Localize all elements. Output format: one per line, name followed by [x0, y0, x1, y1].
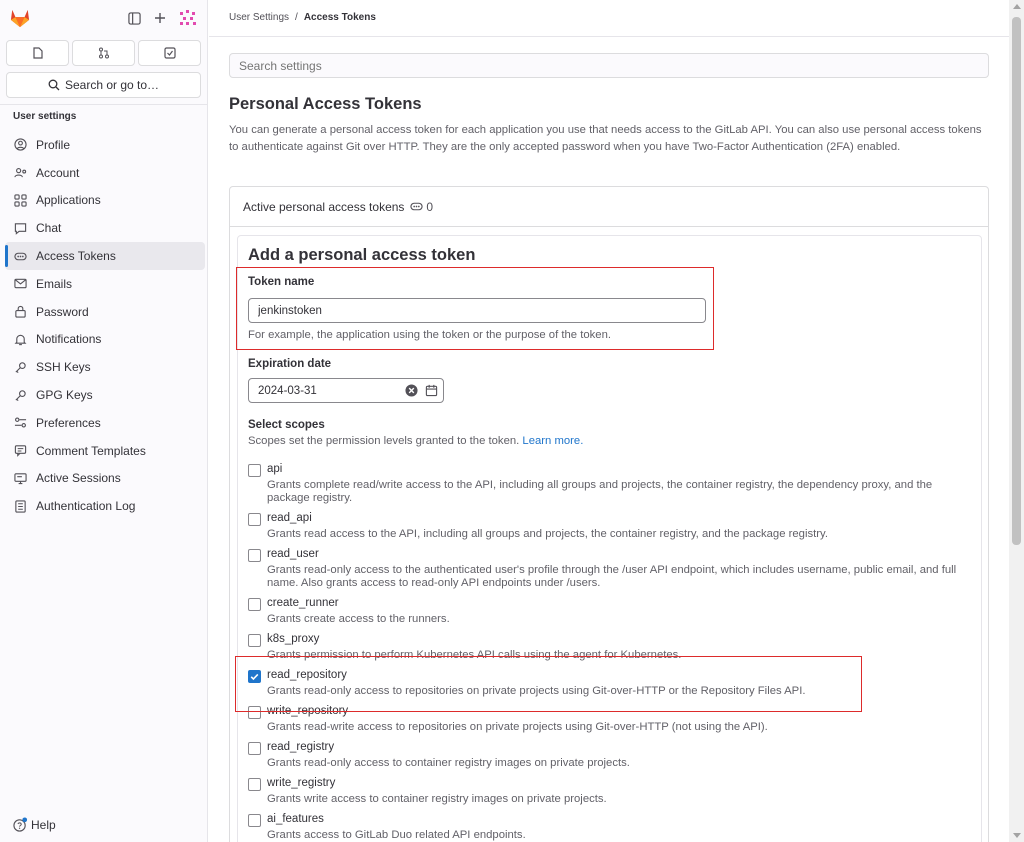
sidebar-item-comment-templates[interactable] — [5, 437, 205, 465]
profile-icon — [13, 138, 27, 152]
merge-requests-button[interactable] — [72, 40, 135, 66]
token-name-label: Token name — [248, 276, 315, 288]
scope-description: Grants read-only access to repositories on private projects using Git-over-HTTP or the Repository Files API. — [267, 685, 806, 697]
scope-description: Grants permission to perform Kubernetes API calls using the agent for Kubernetes. — [267, 649, 682, 661]
plus-icon[interactable] — [151, 9, 169, 27]
sidebar-item-chat[interactable] — [5, 214, 205, 242]
scope-description: Grants create access to the runners. — [267, 613, 450, 625]
scope-checkbox-checked[interactable] — [248, 670, 261, 683]
sidebar-item-password[interactable] — [5, 298, 205, 326]
active-tokens-count-badge — [410, 200, 433, 214]
sidebar-item-label: Profile — [36, 137, 71, 152]
settings-search-input[interactable] — [229, 53, 989, 78]
scope-checkbox[interactable] — [248, 464, 261, 477]
scope-description: Grants write access to container registry images on private projects. — [267, 793, 607, 805]
mail-icon — [13, 277, 27, 291]
add-token-title: Add a personal access token — [248, 246, 476, 264]
scope-description: Grants complete read/write access to the API, including all groups and projects, the container registry, the dependency proxy, and the package registry. — [267, 479, 933, 504]
sidebar-item-gpg-keys[interactable] — [5, 381, 205, 409]
monitor-icon — [13, 471, 27, 485]
applications-icon — [13, 193, 27, 207]
scope-description: Grants access to GitLab Duo related API endpoints. — [267, 829, 526, 841]
select-scopes-label: Select scopes — [248, 419, 325, 431]
breadcrumb — [229, 12, 376, 23]
sidebar-item-account[interactable] — [5, 159, 205, 187]
sidebar-item-label: Comment Templates — [36, 443, 146, 458]
check-icon — [249, 671, 260, 682]
sidebar-item-label: Active Sessions — [36, 471, 121, 486]
chat-icon — [13, 221, 27, 235]
log-icon — [13, 499, 27, 513]
breadcrumb-access-tokens[interactable]: Access Tokens — [303, 12, 376, 23]
search-icon — [48, 79, 60, 91]
gitlab-logo-icon[interactable] — [9, 8, 31, 28]
sidebar-item-applications[interactable] — [5, 187, 205, 215]
scope-checkbox[interactable] — [248, 598, 261, 611]
sidebar-item-label: GPG Keys — [36, 388, 93, 403]
sidebar-item-label: SSH Keys — [36, 360, 91, 375]
scope-name: k8s_proxy — [267, 633, 320, 645]
scope-name: create_runner — [267, 597, 339, 609]
sidebar-item-label: Notifications — [36, 332, 102, 347]
scope-checkbox[interactable] — [248, 814, 261, 827]
header-divider — [209, 36, 1009, 37]
sidebar-section-title: User settings — [13, 111, 77, 122]
scope-name: write_registry — [267, 777, 336, 789]
scrollbar-thumb[interactable] — [1012, 17, 1021, 545]
scope-description: Grants read-write access to repositories on private projects using Git-over-HTTP (not using the API). — [267, 721, 768, 733]
learn-more-link[interactable]: Learn more. — [522, 435, 584, 447]
sidebar-item-profile[interactable] — [5, 131, 205, 159]
active-tokens-count: 0 — [426, 199, 434, 214]
token-name-hint: For example, the application using the token or the purpose of the token. — [248, 329, 611, 341]
lock-icon — [13, 305, 27, 319]
scope-name: read_api — [267, 512, 312, 524]
scroll-up-arrow-icon[interactable] — [1013, 4, 1021, 9]
scope-checkbox[interactable] — [248, 634, 261, 647]
page-description: You can generate a personal access token for each application you use that needs access to the GitLab API. You can also use personal access tokens to authenticate against Git over HTTP. They are the only accepted password when you have Two-Factor Authentication (2FA) enabled. — [229, 124, 982, 153]
active-tokens-label: Active personal access tokens — [243, 199, 405, 214]
scopes-hint-text: Scopes set the permission levels granted to the token. — [248, 435, 520, 447]
sidebar-item-authentication-log[interactable] — [5, 492, 205, 520]
scope-name: read_repository — [267, 669, 347, 681]
scope-checkbox[interactable] — [248, 742, 261, 755]
scope-name: read_registry — [267, 741, 335, 753]
main-content — [209, 0, 1009, 842]
scope-description: Grants read access to the API, including all groups and projects, the container registry, and the package registry. — [267, 528, 828, 540]
token-icon — [410, 200, 423, 213]
page-scrollbar[interactable] — [1009, 0, 1024, 842]
token-icon — [13, 249, 27, 263]
help-label: Help — [31, 817, 56, 832]
sidebar — [0, 0, 208, 842]
scope-checkbox[interactable] — [248, 706, 261, 719]
scope-name: api — [267, 463, 283, 475]
scope-checkbox[interactable] — [248, 778, 261, 791]
help-button[interactable] — [13, 817, 56, 832]
scroll-down-arrow-icon[interactable] — [1013, 833, 1021, 838]
breadcrumb-separator: / — [295, 12, 298, 23]
token-name-input[interactable] — [248, 298, 706, 323]
bell-icon — [13, 332, 27, 346]
merge-request-icon — [98, 47, 110, 59]
sidebar-item-access-tokens[interactable] — [5, 242, 205, 270]
preferences-icon — [13, 416, 27, 430]
scope-name: read_user — [267, 548, 319, 560]
scope-description: Grants read-only access to the authenticated user's profile through the /user API endpoint, which includes username, public email, and full name. Also grants access to read-only API endpoints under /users. — [267, 564, 957, 589]
scope-name: write_repository — [267, 705, 349, 717]
comment-icon — [13, 444, 27, 458]
sidebar-nav — [5, 131, 205, 520]
issues-icon — [32, 47, 44, 59]
clear-icon[interactable] — [405, 384, 418, 397]
user-avatar-icon[interactable] — [178, 9, 198, 27]
todos-button[interactable] — [138, 40, 201, 66]
sidebar-item-label: Authentication Log — [36, 499, 136, 514]
todo-icon — [164, 47, 176, 59]
issues-button[interactable] — [6, 40, 69, 66]
active-tokens-card — [229, 186, 989, 842]
key-icon — [13, 388, 27, 402]
expiration-date-input[interactable] — [248, 378, 444, 403]
scopes-hint — [248, 435, 583, 447]
add-token-form — [237, 235, 982, 842]
expiration-date-value: 2024-03-31 — [258, 385, 317, 397]
scope-checkbox[interactable] — [248, 513, 261, 526]
help-icon — [13, 817, 28, 832]
sidebar-item-label: Password — [36, 304, 89, 319]
sidebar-quick-buttons — [6, 40, 201, 66]
collapse-sidebar-icon[interactable] — [125, 9, 143, 27]
sidebar-item-label: Account — [36, 165, 80, 180]
active-tokens-header — [230, 187, 988, 227]
sidebar-item-notifications[interactable] — [5, 326, 205, 354]
key-icon — [13, 360, 27, 374]
sidebar-item-ssh-keys[interactable] — [5, 353, 205, 381]
sidebar-item-active-sessions[interactable] — [5, 465, 205, 493]
sidebar-search-button[interactable] — [6, 72, 201, 98]
sidebar-item-label: Access Tokens — [36, 249, 116, 264]
sidebar-search-label: Search or go to… — [64, 78, 160, 92]
sidebar-item-label: Preferences — [36, 415, 101, 430]
sidebar-divider — [0, 104, 208, 105]
account-icon — [13, 166, 27, 180]
breadcrumb-user-settings[interactable]: User Settings — [229, 12, 290, 23]
page-title: Personal Access Tokens — [229, 95, 422, 113]
sidebar-item-label: Emails — [36, 276, 73, 291]
scope-description: Grants read-only access to container registry images on private projects. — [267, 757, 630, 769]
sidebar-top-bar — [0, 0, 208, 36]
expiration-date-label: Expiration date — [248, 358, 332, 370]
sidebar-item-label: Applications — [36, 193, 101, 208]
sidebar-item-emails[interactable] — [5, 270, 205, 298]
scope-checkbox[interactable] — [248, 549, 261, 562]
scope-name: ai_features — [267, 813, 324, 825]
sidebar-item-preferences[interactable] — [5, 409, 205, 437]
calendar-icon[interactable] — [425, 384, 438, 397]
sidebar-item-label: Chat — [36, 221, 62, 236]
